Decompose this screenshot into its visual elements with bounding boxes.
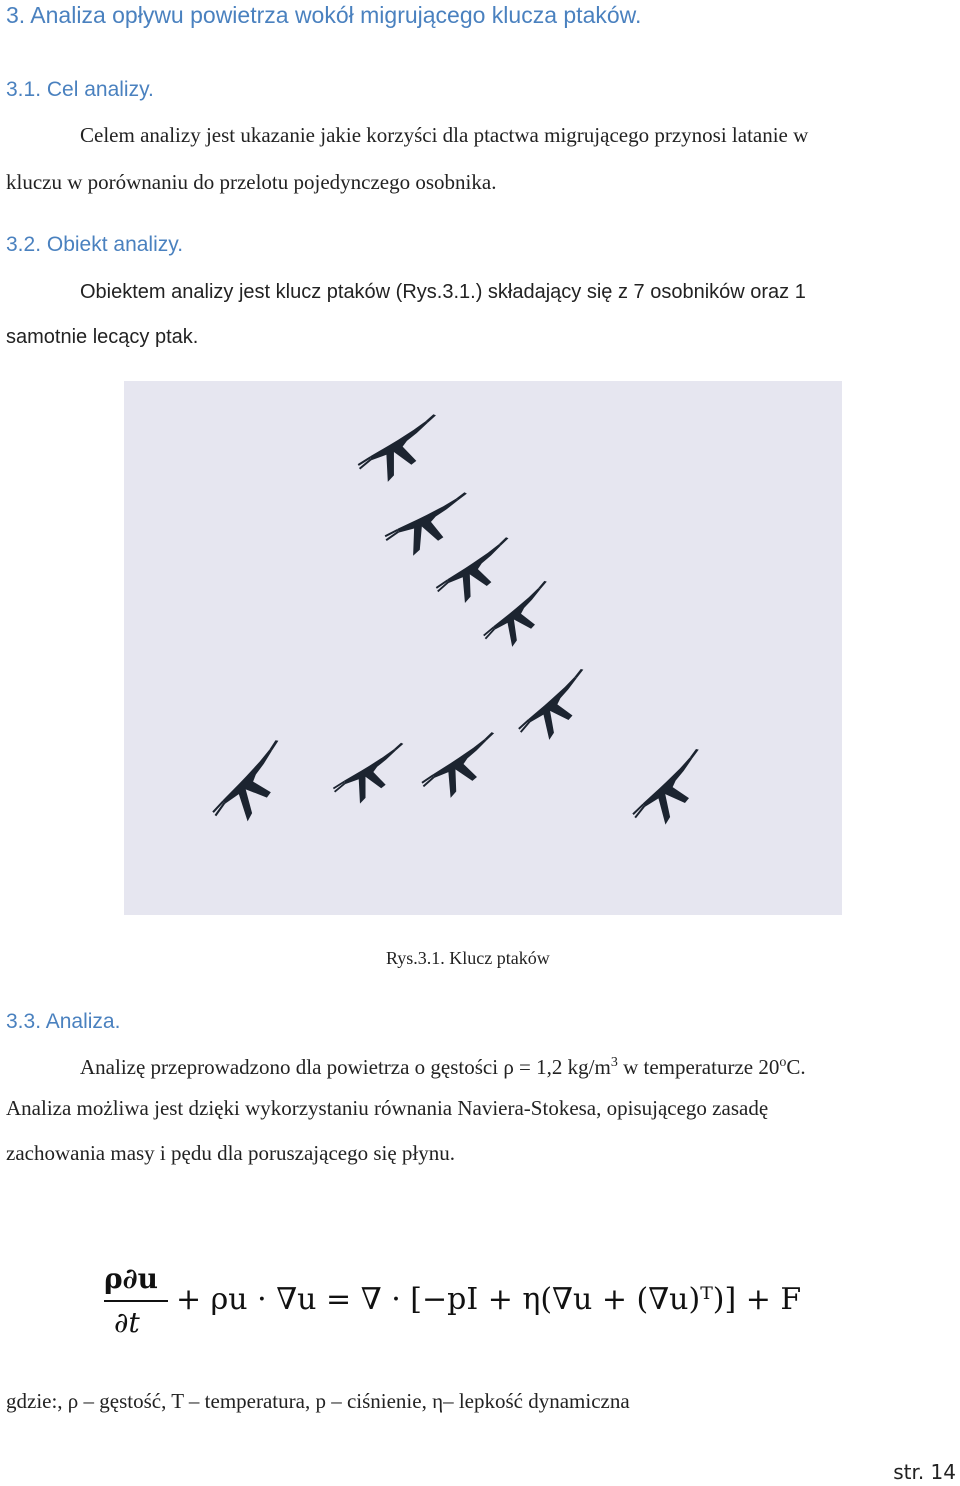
section-heading-analysis: 3.3. Analiza. [6, 1010, 121, 1033]
bird-silhouette [351, 414, 452, 490]
superscript: 3 [610, 1055, 618, 1070]
paragraph-line-density [80, 1055, 806, 1080]
bird-legs [517, 720, 532, 732]
bird-legs [332, 782, 346, 792]
symbol-legend: gdzie:, ρ – gęstość, T – temperatura, p – ciśnienie, η– lepkość dynamiczna [6, 1389, 630, 1413]
bird-flock-photo [124, 381, 842, 915]
bird-silhouette [327, 742, 418, 810]
bird-body [394, 498, 469, 558]
figure-caption: Rys.3.1. Klucz ptaków [386, 948, 550, 968]
bird-neck [267, 739, 281, 751]
celsius-text: C. [786, 1055, 806, 1079]
bird-silhouette [474, 580, 566, 656]
bird-body [635, 757, 714, 829]
bird-silhouette [621, 748, 723, 836]
bird-legs [421, 775, 436, 786]
density-text: Analizę przeprowadzono dla powietrza o gęstości ρ = 1,2 kg/m [80, 1055, 611, 1079]
bird-legs [631, 804, 647, 817]
paragraph-line: Celem analizy jest ukazanie jakie korzyści dla ptactwa migrującego przynosi latanie w [80, 123, 809, 147]
page-number: str. 14 [893, 1460, 956, 1484]
bird-legs [435, 580, 450, 591]
bird-silhouette [379, 492, 478, 562]
bird-neck [688, 748, 701, 759]
paragraph-line: Obiektem analizy jest klucz ptaków (Rys.3.1.) składający się z 7 osobników oraz 1 [80, 281, 806, 303]
degree-superscript: o [779, 1055, 787, 1070]
bird-flock-illustration [124, 381, 842, 915]
section-heading-object: 3.2. Obiekt analizy. [6, 233, 184, 256]
bird-body [428, 739, 502, 801]
bird-legs [482, 627, 496, 638]
paragraph-line: zachowania masy i pędu dla poruszającego się płynu. [6, 1141, 456, 1165]
section-heading-goal: 3.1. Cel analizy. [6, 78, 154, 101]
bird-silhouette [414, 731, 510, 805]
paragraph-line: Analiza możliwa jest dzięki wykorzystaniu równania Naviera-Stokesa, opisującego zasadę [6, 1096, 769, 1120]
bird-body [365, 421, 442, 485]
bird-body [214, 749, 297, 827]
paragraph-line: samotnie lecący ptak. [6, 326, 199, 348]
equation-denominator: ∂t [114, 1306, 140, 1339]
bird-body [442, 544, 516, 606]
temperature-text: w temperaturze 20 [617, 1055, 780, 1079]
bird-legs [357, 457, 373, 468]
equation-numerator: ρ∂u [104, 1262, 158, 1295]
main-heading: 3. Analiza opływu powietrza wokół migrującego klucza ptaków. [6, 2, 642, 28]
bird-body [487, 587, 558, 650]
bird-legs [384, 530, 399, 540]
bird-silhouette [200, 739, 306, 834]
bird-body [522, 676, 597, 744]
bird-body [340, 749, 409, 807]
bird-silhouette [508, 668, 605, 750]
bird-silhouette [428, 537, 524, 611]
navier-stokes-equation [100, 1258, 860, 1348]
paragraph-line: kluczu w porównaniu do przelotu pojedynczego osobnika. [6, 170, 497, 194]
equation-rhs: + ρu · ∇u = ∇ · [−pI + η(∇u + (∇u)ᵀ)] + F [176, 1282, 802, 1317]
fraction-bar [104, 1300, 168, 1302]
bird-legs [211, 801, 227, 815]
